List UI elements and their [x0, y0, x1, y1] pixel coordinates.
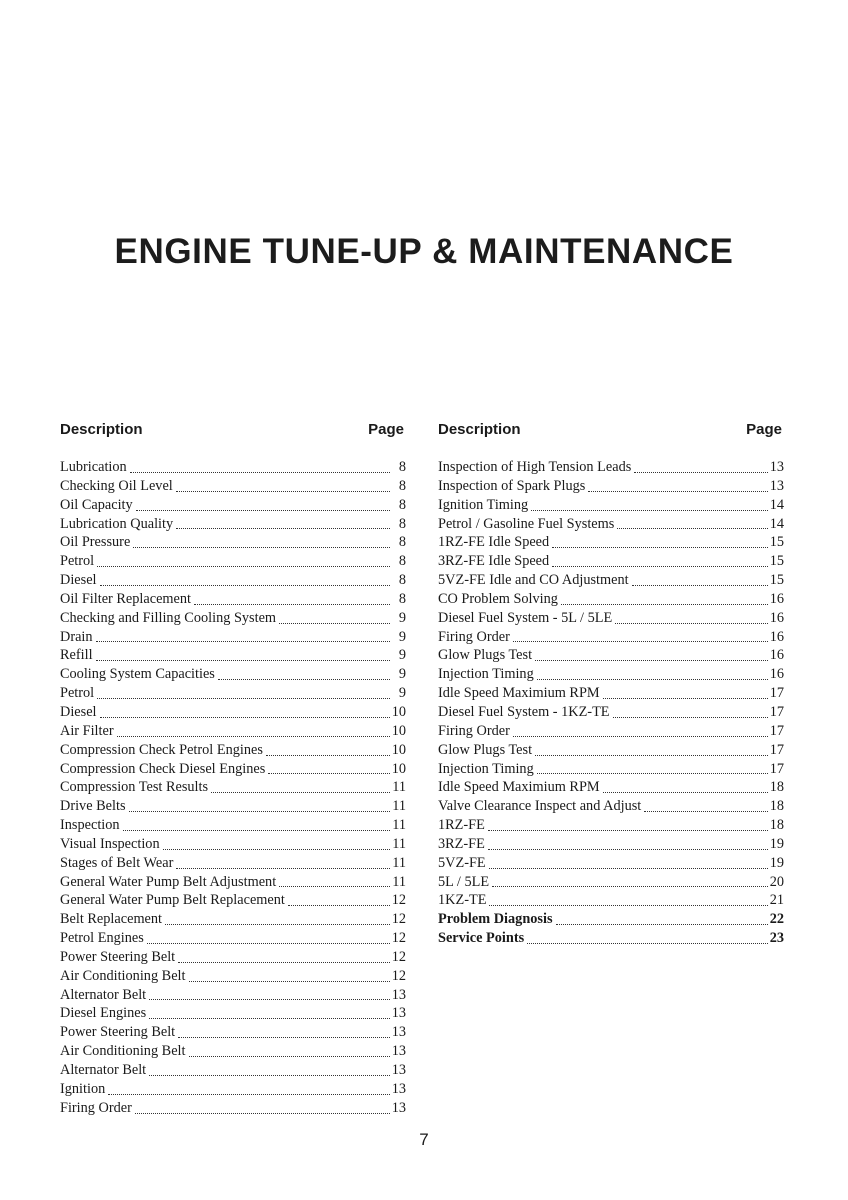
- toc-entry[interactable]: [60, 1099, 406, 1118]
- toc-entry[interactable]: [438, 571, 784, 590]
- dot-leader: [149, 1074, 390, 1076]
- toc-entry[interactable]: [60, 835, 406, 854]
- toc-entry-page: 16: [769, 590, 784, 607]
- dot-leader: [531, 509, 768, 511]
- dot-leader: [149, 1017, 390, 1019]
- toc-entry-label: Petrol Engines: [60, 930, 144, 947]
- toc-header: [60, 420, 406, 440]
- dot-leader: [133, 546, 390, 548]
- dot-leader: [492, 885, 768, 887]
- toc-entry-label: Oil Pressure: [60, 534, 131, 551]
- toc-entry-label: 1RZ-FE: [438, 817, 485, 834]
- toc-entry-page: 18: [769, 779, 784, 796]
- toc-entry[interactable]: [60, 533, 406, 552]
- dot-leader: [644, 810, 767, 812]
- dot-leader: [165, 923, 390, 925]
- dot-leader: [535, 659, 768, 661]
- toc-entry[interactable]: [60, 891, 406, 910]
- toc-entry-label: Refill: [60, 647, 93, 664]
- dot-leader: [489, 867, 768, 869]
- toc-entry-label: Oil Filter Replacement: [60, 590, 192, 607]
- toc-entry[interactable]: [438, 778, 784, 797]
- dot-leader: [489, 904, 767, 906]
- toc-entry-label: Checking and Filling Cooling System: [60, 609, 277, 626]
- toc-entry-label: Diesel Fuel System - 1KZ-TE: [438, 703, 610, 720]
- toc-entry-page: 8: [398, 459, 406, 475]
- dot-leader: [96, 659, 390, 661]
- toc-entry[interactable]: [60, 741, 406, 760]
- toc-entry-page: 9: [398, 685, 406, 702]
- dot-leader: [617, 527, 767, 529]
- toc-entry-label: Lubrication Quality: [60, 515, 174, 532]
- toc-entry-page: 9: [398, 666, 406, 683]
- toc-entry-label: Petrol: [60, 685, 95, 702]
- toc-entry-page: 11: [392, 835, 406, 852]
- toc-entry[interactable]: [60, 948, 406, 967]
- dot-leader: [129, 810, 390, 812]
- toc-entry[interactable]: [60, 552, 406, 571]
- toc-entry-label: Oil Capacity: [60, 496, 133, 513]
- dot-leader: [123, 829, 390, 831]
- toc-entry[interactable]: [60, 1042, 406, 1061]
- toc-entry-page: 13: [769, 477, 784, 494]
- dot-leader: [535, 754, 768, 756]
- toc-entry-page: 13: [391, 1005, 406, 1022]
- toc-entry-label: 3RZ-FE: [438, 835, 485, 852]
- page-title: ENGINE TUNE-UP & MAINTENANCE: [114, 232, 734, 271]
- toc-entry[interactable]: [60, 986, 406, 1005]
- dot-leader: [552, 565, 768, 567]
- toc-entry[interactable]: [60, 760, 406, 779]
- toc-entry-label: 5VZ-FE Idle and CO Adjustment: [438, 572, 629, 589]
- toc-entry[interactable]: [438, 590, 784, 609]
- toc-entry-label: 5L / 5LE: [438, 873, 490, 890]
- toc-entry-page: 12: [391, 967, 406, 984]
- toc-entry-page: 13: [391, 1099, 406, 1116]
- toc-entry-label: Power Steering Belt: [60, 948, 176, 965]
- toc-entry-page: 10: [391, 741, 406, 758]
- toc-entry-page: 17: [769, 685, 784, 702]
- toc-entry-page: 14: [769, 515, 784, 532]
- toc-entry-label: Service Points: [438, 930, 525, 947]
- dot-leader: [288, 904, 390, 906]
- toc-entry[interactable]: [438, 533, 784, 552]
- toc-entry-label: CO Problem Solving: [438, 590, 558, 607]
- toc-entry-label: Inspection of Spark Plugs: [438, 477, 586, 494]
- toc-entry[interactable]: [60, 778, 406, 797]
- toc-entry-page: 15: [769, 534, 784, 551]
- dot-leader: [266, 754, 390, 756]
- page-header: Page: [368, 421, 404, 438]
- toc-entry[interactable]: [60, 665, 406, 684]
- toc-entry-label: 1RZ-FE Idle Speed: [438, 534, 550, 551]
- toc-entry[interactable]: [438, 684, 784, 703]
- toc-entry-page: 18: [769, 798, 784, 815]
- toc-entry[interactable]: [60, 515, 406, 534]
- toc-entry[interactable]: [60, 854, 406, 873]
- dot-leader: [189, 980, 390, 982]
- toc-entry[interactable]: [438, 477, 784, 496]
- toc-entry-label: Injection Timing: [438, 666, 534, 683]
- toc-left-column: [60, 420, 406, 1118]
- toc-entry[interactable]: [438, 665, 784, 684]
- toc-entry-page: 13: [391, 1062, 406, 1078]
- dot-leader: [513, 735, 768, 737]
- toc-entry-label: Air Conditioning Belt: [60, 967, 186, 984]
- toc-entry-label: Firing Order: [438, 722, 510, 739]
- toc-entry[interactable]: [60, 929, 406, 948]
- dot-leader: [603, 791, 768, 793]
- toc-entry[interactable]: [60, 1004, 406, 1023]
- dot-leader: [268, 772, 389, 774]
- toc-entry[interactable]: [438, 835, 784, 854]
- toc-entry[interactable]: [438, 722, 784, 741]
- toc-entry-page: 17: [769, 722, 784, 739]
- toc-entry-label: Injection Timing: [438, 760, 534, 777]
- toc-entry-page: 16: [769, 647, 784, 664]
- toc-entry-page: 11: [392, 779, 406, 796]
- toc-entry[interactable]: [60, 477, 406, 496]
- toc-entry-page: 16: [769, 628, 784, 645]
- dot-leader: [147, 942, 390, 944]
- toc-entry-page: 12: [391, 948, 406, 965]
- toc-entry-label: Idle Speed Maximium RPM: [438, 779, 600, 796]
- toc-entry-label: Glow Plugs Test: [438, 647, 533, 664]
- toc-entry-page: 15: [769, 572, 784, 589]
- toc-entry-page: 18: [769, 817, 784, 834]
- toc-list: [60, 458, 406, 1118]
- page-number: 7: [419, 1130, 429, 1149]
- toc-entry[interactable]: [60, 590, 406, 609]
- dot-leader: [117, 735, 390, 737]
- toc-entry[interactable]: [438, 910, 784, 929]
- toc-entry[interactable]: [60, 458, 406, 477]
- toc-entry[interactable]: [438, 703, 784, 722]
- toc-entry-page: 16: [769, 609, 784, 626]
- toc-entry-label: Visual Inspection: [60, 835, 160, 852]
- dot-leader: [97, 697, 390, 699]
- toc-entry-page: 12: [391, 892, 406, 909]
- toc-entry[interactable]: [60, 609, 406, 628]
- toc-entry-page: 17: [769, 703, 784, 720]
- toc-entry[interactable]: [438, 515, 784, 534]
- toc-entry-page: 8: [398, 553, 406, 570]
- toc-entry-page: 14: [769, 496, 784, 513]
- toc-list: [438, 458, 784, 948]
- dot-leader: [632, 584, 768, 586]
- toc-entry-label: Ignition Timing: [438, 496, 529, 513]
- toc-entry-page: 8: [398, 590, 406, 607]
- toc-entry-page: 21: [769, 892, 784, 909]
- toc-entry-page: 9: [398, 628, 406, 645]
- toc-entry[interactable]: [60, 967, 406, 986]
- toc-entry-page: 13: [391, 1080, 406, 1097]
- toc-entry-label: Alternator Belt: [60, 1062, 147, 1078]
- toc-entry-label: Inspection: [60, 817, 120, 834]
- dot-leader: [178, 1036, 390, 1038]
- dot-leader: [108, 1093, 389, 1095]
- toc-entry-page: 8: [398, 515, 406, 532]
- toc-entry-label: 3RZ-FE Idle Speed: [438, 553, 550, 570]
- toc-entry[interactable]: [60, 496, 406, 515]
- dot-leader: [556, 923, 768, 925]
- dot-leader: [100, 716, 390, 718]
- dot-leader: [561, 603, 768, 605]
- toc-entry-label: Compression Test Results: [60, 779, 209, 796]
- toc-entry-page: 13: [769, 459, 784, 475]
- dot-leader: [176, 527, 390, 529]
- dot-leader: [97, 565, 390, 567]
- toc-entry-label: General Water Pump Belt Adjustment: [60, 873, 277, 890]
- dot-leader: [488, 848, 768, 850]
- toc-entry-label: 1KZ-TE: [438, 892, 487, 909]
- toc-entry-label: Inspection of High Tension Leads: [438, 459, 632, 475]
- dot-leader: [613, 716, 768, 718]
- toc-entry-label: Compression Check Petrol Engines: [60, 741, 263, 758]
- toc-entry-label: Drain: [60, 628, 93, 645]
- toc-entry-label: Firing Order: [438, 628, 510, 645]
- dot-leader: [176, 867, 390, 869]
- toc-entry-page: 8: [398, 572, 406, 589]
- toc-entry-page: 8: [398, 477, 406, 494]
- toc-entry-label: Diesel Fuel System - 5L / 5LE: [438, 609, 613, 626]
- toc-entry-page: 16: [769, 666, 784, 683]
- toc-entry[interactable]: [438, 458, 784, 477]
- toc-entry[interactable]: [438, 891, 784, 910]
- toc-entry[interactable]: [438, 741, 784, 760]
- dot-leader: [100, 584, 390, 586]
- toc-entry-page: 13: [391, 986, 406, 1003]
- dot-leader: [178, 961, 390, 963]
- toc-entry-label: Valve Clearance Inspect and Adjust: [438, 798, 642, 815]
- toc-entry-page: 11: [392, 798, 406, 815]
- toc-entry[interactable]: [60, 628, 406, 647]
- toc-entry-page: 9: [398, 609, 406, 626]
- dot-leader: [279, 622, 390, 624]
- toc-entry-page: 19: [769, 835, 784, 852]
- toc-entry-label: Diesel Engines: [60, 1005, 147, 1022]
- toc-entry-page: 11: [392, 854, 406, 871]
- dot-leader: [130, 471, 390, 473]
- toc-entry[interactable]: [60, 873, 406, 892]
- toc-entry-page: 12: [391, 930, 406, 947]
- dot-leader: [603, 697, 768, 699]
- toc-entry-page: 23: [769, 930, 784, 947]
- toc-entry[interactable]: [438, 628, 784, 647]
- toc-entry-label: Diesel: [60, 703, 97, 720]
- dot-leader: [552, 546, 768, 548]
- toc-entry-label: Glow Plugs Test: [438, 741, 533, 758]
- toc-right-column: [438, 420, 784, 948]
- toc-entry[interactable]: [438, 873, 784, 892]
- toc-entry-label: 5VZ-FE: [438, 854, 486, 871]
- toc-entry-label: Lubrication: [60, 459, 127, 475]
- toc-entry[interactable]: [60, 1023, 406, 1042]
- toc-entry-label: Idle Speed Maximium RPM: [438, 685, 600, 702]
- dot-leader: [588, 490, 767, 492]
- toc-entry-page: 8: [398, 496, 406, 513]
- toc-entry-label: Alternator Belt: [60, 986, 147, 1003]
- description-header: Description: [60, 421, 143, 438]
- toc-entry[interactable]: [438, 929, 784, 948]
- toc-entry[interactable]: [438, 646, 784, 665]
- dot-leader: [537, 678, 768, 680]
- toc-entry-page: 17: [769, 760, 784, 777]
- toc-entry[interactable]: [438, 552, 784, 571]
- dot-leader: [136, 509, 390, 511]
- toc-entry-label: Petrol / Gasoline Fuel Systems: [438, 515, 615, 532]
- dot-leader: [189, 1055, 390, 1057]
- toc-entry[interactable]: [438, 816, 784, 835]
- toc-entry[interactable]: [60, 571, 406, 590]
- toc-entry[interactable]: [60, 797, 406, 816]
- dot-leader: [149, 998, 390, 1000]
- dot-leader: [176, 490, 390, 492]
- toc-entry-page: 9: [398, 647, 406, 664]
- toc-entry-label: Belt Replacement: [60, 911, 163, 928]
- toc-entry-label: Ignition: [60, 1080, 106, 1097]
- toc-entry-label: Power Steering Belt: [60, 1024, 176, 1041]
- toc-entry-page: 11: [392, 873, 406, 890]
- toc-entry-page: 12: [391, 911, 406, 928]
- toc-entry-label: Stages of Belt Wear: [60, 854, 174, 871]
- toc-entry-page: 22: [769, 911, 784, 928]
- toc-entry-page: 15: [769, 553, 784, 570]
- toc-entry-label: Problem Diagnosis: [438, 911, 553, 928]
- dot-leader: [218, 678, 390, 680]
- toc-entry-label: Air Conditioning Belt: [60, 1043, 186, 1060]
- toc-entry[interactable]: [438, 609, 784, 628]
- toc-entry[interactable]: [438, 496, 784, 515]
- toc-entry[interactable]: [60, 1080, 406, 1099]
- toc-entry[interactable]: [438, 854, 784, 873]
- dot-leader: [537, 772, 768, 774]
- dot-leader: [279, 885, 390, 887]
- toc-entry-page: 11: [392, 817, 406, 834]
- dot-leader: [135, 1112, 390, 1114]
- toc-entry[interactable]: [60, 684, 406, 703]
- toc-entry-page: 10: [391, 703, 406, 720]
- toc-entry-label: Diesel: [60, 572, 97, 589]
- toc-entry[interactable]: [60, 910, 406, 929]
- toc-header: [438, 420, 784, 440]
- dot-leader: [96, 640, 390, 642]
- dot-leader: [488, 829, 768, 831]
- toc-entry-page: 20: [769, 873, 784, 890]
- toc-entry[interactable]: [60, 1061, 406, 1080]
- toc-entry-label: Checking Oil Level: [60, 477, 173, 494]
- dot-leader: [211, 791, 390, 793]
- dot-leader: [527, 942, 768, 944]
- toc-entry[interactable]: [60, 816, 406, 835]
- toc-entry-page: 10: [391, 722, 406, 739]
- page-header: Page: [746, 421, 782, 438]
- toc-entry[interactable]: [438, 797, 784, 816]
- toc-entry-label: Firing Order: [60, 1099, 132, 1116]
- dot-leader: [163, 848, 390, 850]
- toc-entry-label: Petrol: [60, 553, 95, 570]
- toc-entry-page: 8: [398, 534, 406, 551]
- toc-entry-label: Drive Belts: [60, 798, 126, 815]
- toc-entry-label: Compression Check Diesel Engines: [60, 760, 266, 777]
- dot-leader: [615, 622, 768, 624]
- toc-entry[interactable]: [60, 703, 406, 722]
- toc-entry[interactable]: [60, 722, 406, 741]
- dot-leader: [194, 603, 390, 605]
- description-header: Description: [438, 421, 521, 438]
- dot-leader: [513, 640, 768, 642]
- toc-entry-page: 13: [391, 1024, 406, 1041]
- toc-entry-page: 17: [769, 741, 784, 758]
- toc-entry[interactable]: [60, 646, 406, 665]
- toc-entry-page: 13: [391, 1043, 406, 1060]
- toc-entry-label: General Water Pump Belt Replacement: [60, 892, 285, 909]
- toc-entry-page: 19: [769, 854, 784, 871]
- toc-entry-label: Air Filter: [60, 722, 114, 739]
- toc-entry[interactable]: [438, 760, 784, 779]
- toc-entry-label: Cooling System Capacities: [60, 666, 215, 683]
- toc-entry-page: 10: [391, 760, 406, 777]
- dot-leader: [634, 471, 767, 473]
